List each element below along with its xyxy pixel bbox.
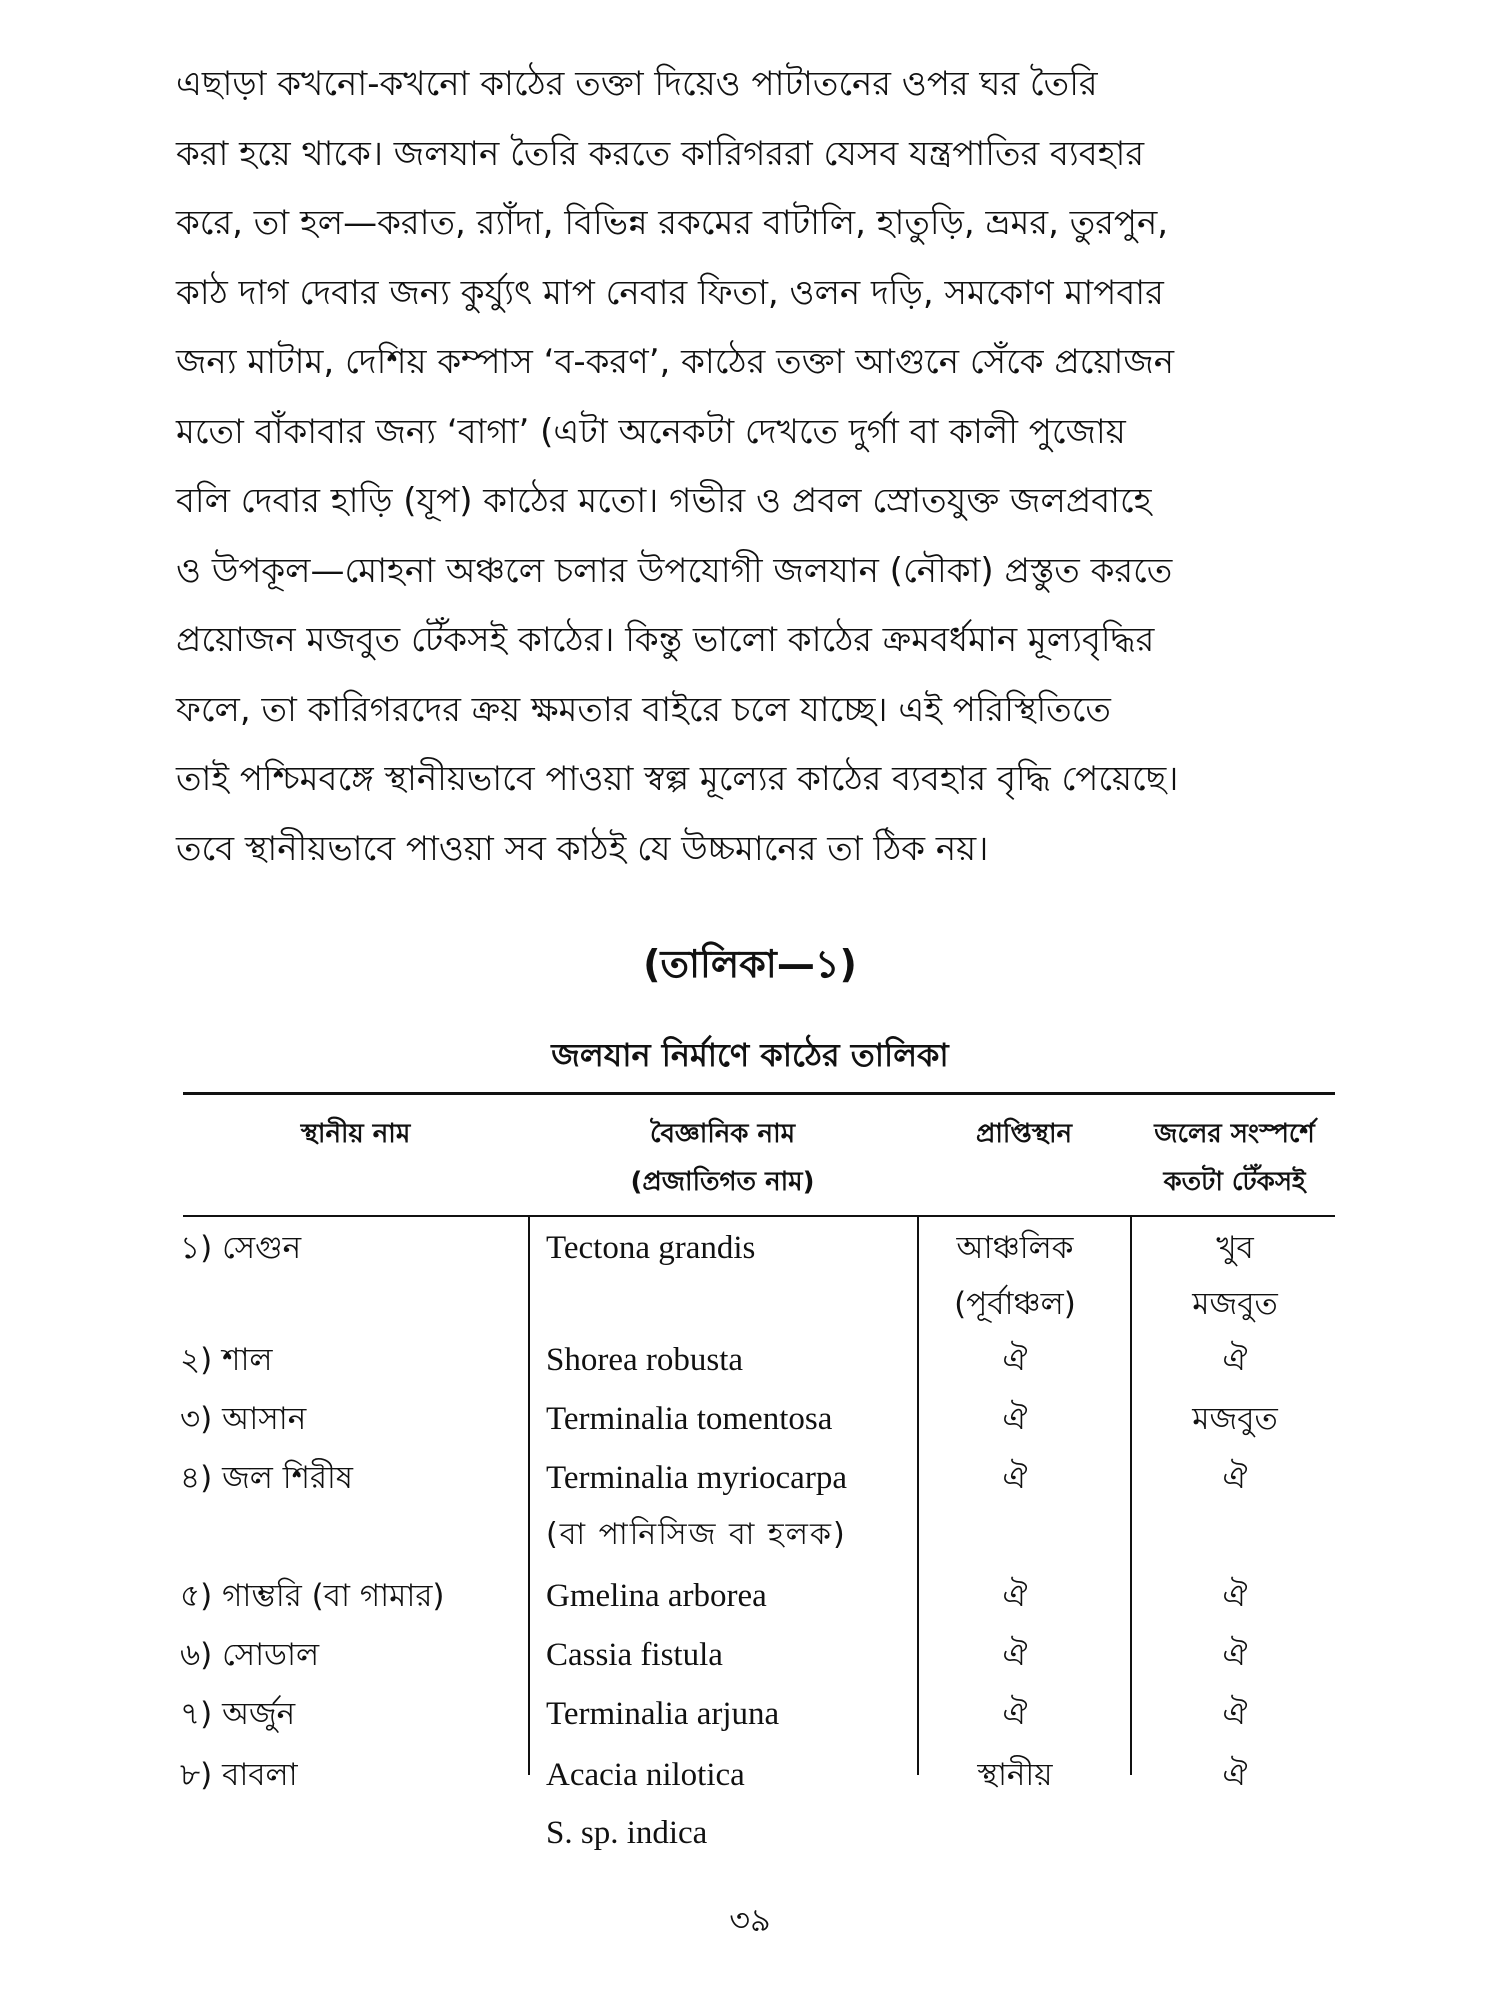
table-cell-scientific: Terminalia arjuna [546, 1696, 780, 1732]
column-divider [1130, 1216, 1132, 1775]
table-cell-durability: ঐ [1222, 1696, 1248, 1732]
table-cell-source: আঞ্চলিক [956, 1230, 1074, 1266]
paragraph-line: প্রয়োজন মজবুত টেঁকসই কাঠের। কিন্তু ভালো কাঠের ক্রমবর্ধমান মূল্যবৃদ্ধির [176, 620, 1155, 660]
table-cell-local: ৪) জল শিরীষ [180, 1460, 353, 1496]
body-paragraph [176, 50, 1346, 884]
table-cell-local: ৫) গাম্ভরি (বা গামার) [180, 1578, 445, 1614]
paragraph-line: কাঠ দাগ দেবার জন্য কুর্য্যুৎ মাপ নেবার ফিতা, ওলন দড়ি, সমকোণ মাপবার [176, 272, 1164, 313]
table-cell-source: ঐ [1002, 1401, 1028, 1437]
table-cell-source: ঐ [1002, 1342, 1028, 1378]
table-cell-local: ২) শাল [180, 1342, 273, 1378]
table-cell-durability: মজবুত [1192, 1401, 1278, 1437]
paragraph-line: করে, তা হল—করাত, র‍্যাঁদা, বিভিন্ন রকমের বাটালি, হাতুড়ি, ভ্রমর, তুরপুন, [176, 203, 1169, 243]
paragraph-line: এছাড়া কখনো-কখনো কাঠের তক্তা দিয়েও পাটাতনের ওপর ঘর তৈরি [176, 64, 1098, 104]
table-cell-scientific: Terminalia tomentosa [546, 1401, 833, 1437]
table-cell-source: (পূর্বাঞ্চল) [954, 1286, 1076, 1322]
table-cell-durability: ঐ [1222, 1757, 1248, 1793]
table-cell-source: ঐ [1002, 1460, 1028, 1496]
table-header-rule [183, 1215, 1335, 1217]
header-local-name: স্থানীয় নাম [300, 1119, 411, 1149]
table-cell-scientific: Terminalia myriocarpa [546, 1460, 847, 1496]
table-cell-source: ঐ [1002, 1637, 1028, 1673]
table-cell-local: ১) সেগুন [180, 1230, 302, 1266]
paragraph-line: মতো বাঁকাবার জন্য ‘বাগা’ (এটা অনেকটা দেখতে দুর্গা বা কালী পুজোয় [176, 411, 1126, 452]
table-cell-scientific: Cassia fistula [546, 1637, 723, 1673]
table-cell-source: ঐ [1002, 1696, 1028, 1732]
paragraph-line: ফলে, তা কারিগরদের ক্রয় ক্ষমতার বাইরে চলে যাচ্ছে। এই পরিস্থিতিতে [176, 689, 1111, 730]
page-number: ৩৯ [729, 1901, 771, 1939]
table-cell-scientific: Shorea robusta [546, 1342, 744, 1378]
table-cell-scientific-note: S. sp. indica [546, 1815, 708, 1851]
table-cell-scientific-note: (বা পানিসিজ বা হলক) [546, 1517, 847, 1552]
header-source: প্রাপ্তিস্থান [975, 1119, 1073, 1149]
table-cell-local: ৬) সোডাল [180, 1637, 320, 1673]
table-cell-durability: ঐ [1222, 1342, 1248, 1378]
table-caption: (তালিকা—১) [643, 942, 857, 986]
paragraph-line: তাই পশ্চিমবঙ্গে স্থানীয়ভাবে পাওয়া স্বল্প মূল্যের কাঠের ব্যবহার বৃদ্ধি পেয়েছে। [176, 759, 1179, 799]
table-cell-scientific: Tectona grandis [546, 1230, 756, 1266]
header-scientific-name: বৈজ্ঞানিক নাম (প্রজাতিগত নাম) [630, 1119, 815, 1197]
table-cell-local: ৭) অর্জুন [180, 1696, 296, 1732]
table-cell-durability: ঐ [1222, 1460, 1248, 1496]
column-divider [917, 1216, 919, 1775]
table-cell-durability: ঐ [1222, 1578, 1248, 1614]
table-cell-source: ঐ [1002, 1578, 1028, 1614]
table-cell-durability: মজবুত [1192, 1286, 1278, 1322]
table-cell-local: ৮) বাবলা [180, 1757, 298, 1793]
column-divider [528, 1216, 530, 1775]
paragraph-line: করা হয়ে থাকে। জলযান তৈরি করতে কারিগররা যেসব যন্ত্রপাতির ব্যবহার [176, 133, 1145, 174]
header-durability: জলের সংস্পর্শে কতটা টেঁকসই [1154, 1119, 1315, 1197]
table-top-rule [183, 1092, 1335, 1095]
table-cell-local: ৩) আসান [180, 1401, 307, 1437]
table-cell-durability: ঐ [1222, 1637, 1248, 1673]
paragraph-line: বলি দেবার হাড়ি (যূপ) কাঠের মতো। গভীর ও প্রবল স্রোতযুক্ত জলপ্রবাহে [176, 481, 1152, 521]
table-cell-source: স্থানীয় [977, 1757, 1053, 1793]
paragraph-line: জন্য মাটাম, দেশিয় কম্পাস ‘ব-করণ’, কাঠের তক্তা আগুনে সেঁকে প্রয়োজন [176, 342, 1175, 382]
table-cell-durability: খুব [1216, 1230, 1254, 1266]
paragraph-line: ও উপকূল—মোহনা অঞ্চলে চলার উপযোগী জলযান (নৌকা) প্রস্তুত করতে [176, 550, 1173, 591]
table-cell-scientific: Acacia nilotica [546, 1757, 745, 1793]
paragraph-line: তবে স্থানীয়ভাবে পাওয়া সব কাঠই যে উচ্চমানের তা ঠিক নয়। [176, 828, 989, 869]
table-cell-scientific: Gmelina arborea [546, 1578, 767, 1614]
table-title: জলযান নির্মাণে কাঠের তালিকা [551, 1036, 949, 1074]
